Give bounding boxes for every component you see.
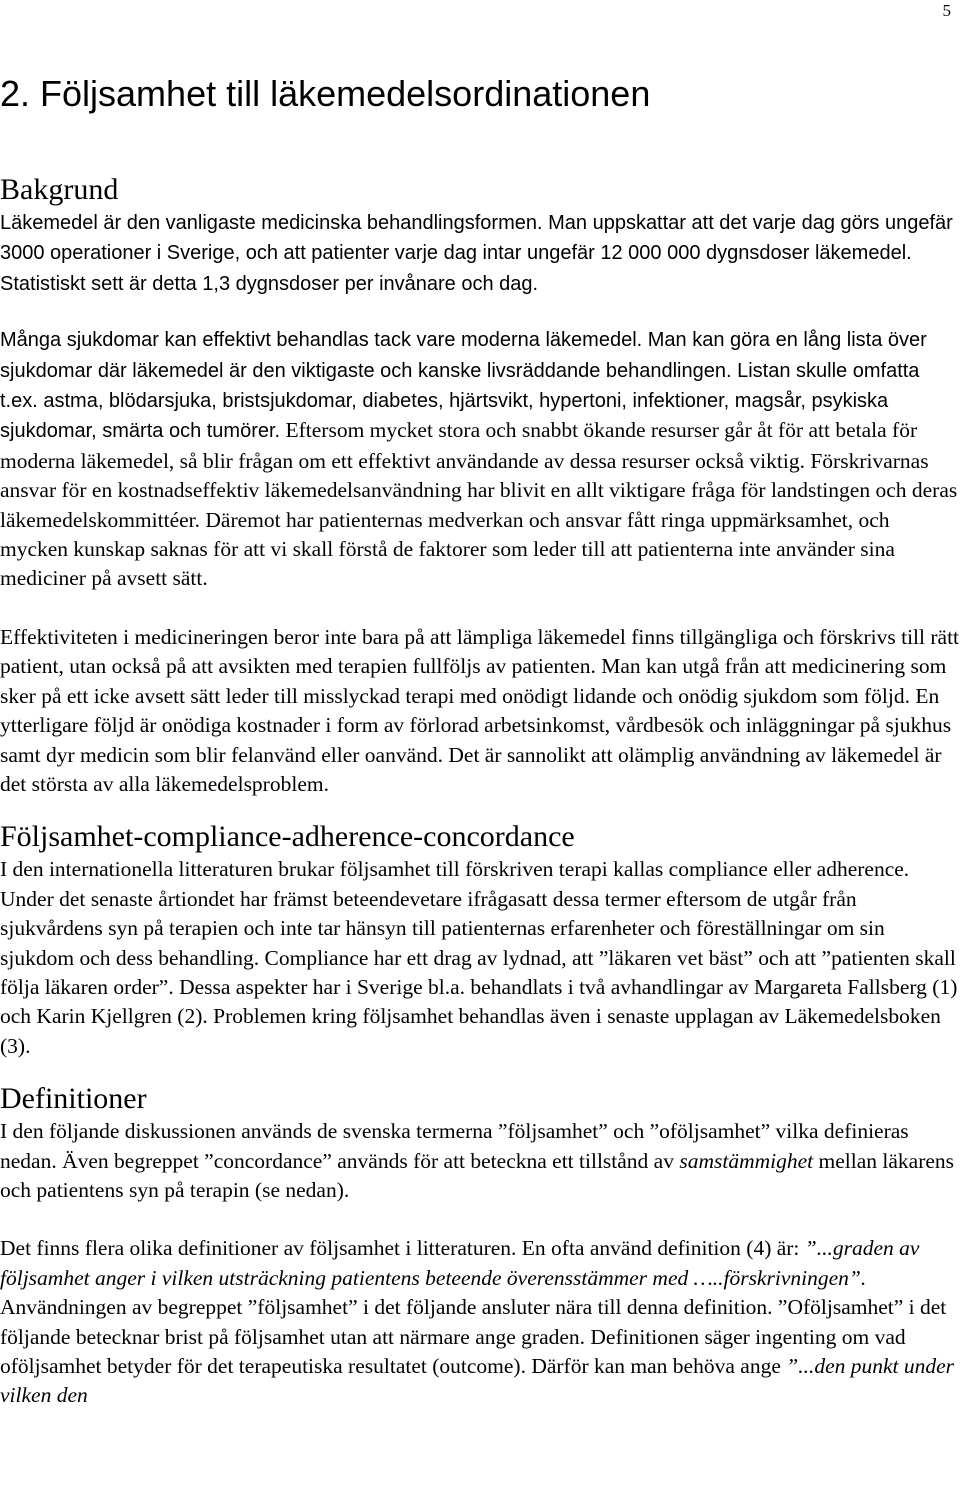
paragraph-bakgrund-3: Effektiviteten i medicineringen beror inte bara på att lämpliga läkemedel finns tillgängliga och förskrivs till rätt patient, utan också på att avsikten med terapien fullföljs av patienten. Man kan utgå från att medicinering som sker på ett icke avsett sätt leder till misslyckad terapi med onödigt lidande och onödig sjukdom som följd. En ytterligare följd är onödiga kostnader i form av förlorad arbetsinkomst, vårdbesök och inläggningar på sjukhus samt dyr medicin som blir felanvänd eller oanvänd. Det är sannolikt att olämplig användning av läkemedel är det största av alla läkemedelsproblem. bbox=[0, 624, 960, 796]
page-content bbox=[0, 72, 960, 1411]
paragraph-bakgrund-1-end: Statistiskt sett är detta 1,3 dygnsdoser per invånare och dag. bbox=[0, 272, 539, 295]
italic-definition-quote-2: ”...den punkt under vilken den bbox=[0, 1354, 955, 1408]
paragraph-definitioner-2 bbox=[0, 1234, 960, 1410]
paragraph-bakgrund-1 bbox=[0, 208, 960, 299]
paragraph-definitioner-1 bbox=[0, 1117, 960, 1205]
section-heading-compliance: Följsamhet-compliance-adherence-concordance bbox=[0, 820, 575, 854]
paragraph-compliance-1: I den internationella litteraturen brukar följsamhet till förskriven terapi kallas compliance eller adherence. Under det senaste årtiondet har främst beteendevetare ifrågasatt dessa termer eftersom de utgår från sjukvårdens syn på terapien och inte tar hänsyn till patienternas erfarenheter och föreställningar om sin sjukdom och dess behandling. Compliance har ett drag av lydnad, att ”läkaren vet bäst” och att ”patienten skall följa läkaren order”. Dessa aspekter har i Sverige bl.a. behandlats i två avhandlingar av Margareta Fallsberg (1) och Karin Kjellgren (2). Problemen kring följsamhet behandlas även i senaste upplagan av Läkemedelsboken (3). bbox=[0, 857, 958, 1058]
page-number: 5 bbox=[942, 1, 951, 20]
paragraph-definitioner-1-b: mellan läkarens och patientens syn på terapin (se nedan). bbox=[0, 1148, 955, 1202]
paragraph-bakgrund-1-sans: Läkemedel är den vanligaste medicinska behandlingsformen. Man uppskattar att det varje dag görs ungefär 3000 operationer i Sverige, och att patienter varje dag intar ungefär 12 000 000 dygnsdoser läkemedel. bbox=[0, 212, 953, 265]
paragraph-definitioner-1-a: I den följande diskussionen används de svenska termerna ”följsamhet” och ”oföljsamhet” vilka definieras nedan. Även begreppet ”concordance” används för att beteckna ett tillstånd av bbox=[0, 1119, 909, 1173]
page-title: 2. Följsamhet till läkemedelsordinationen bbox=[0, 73, 651, 114]
paragraph-bakgrund-2-sans: Många sjukdomar kan effektivt behandlas tack vare moderna läkemedel. Man kan göra en lång lista över sjukdomar där läkemedel är den viktigaste och kanske livsräddande behandlingen. Listan skulle omfatta t.ex. astma, blödarsjuka, bristsjukdomar, diabetes, hjärtsvikt, hypertoni, infektioner, magsår, psykiska sjukdomar, smärta och tumörer. bbox=[0, 329, 927, 443]
italic-samstammighet: samstämmighet bbox=[679, 1148, 814, 1173]
paragraph-bakgrund-2-serif: Eftersom mycket stora och snabbt ökande resurser går åt för att betala för moderna läkemedel, så blir frågan om ett effektivt användande av dessa resurser också viktig. Förskrivarnas ansvar för en kostnadseffektiv läkemedelsanvändning har blivit en allt viktigare fråga för landstingen och deras läkemedelskommittéer. Däremot har patienternas medverkan och ansvar fått ringa uppmärksamhet, och mycken kunskap saknas för att vi skall förstå de faktorer som leder till att patienterna inte använder sina mediciner på avsett sätt. bbox=[0, 418, 958, 591]
section-heading-bakgrund: Bakgrund bbox=[0, 173, 119, 206]
paragraph-bakgrund-2 bbox=[0, 325, 960, 594]
section-heading-definitioner: Definitioner bbox=[0, 1082, 147, 1116]
paragraph-definitioner-2-a: Det finns flera olika definitioner av följsamhet i litteraturen. En ofta använd definition (4) är: bbox=[0, 1236, 805, 1261]
paragraph-definitioner-2-b: Användningen av begreppet ”följsamhet” i det följande ansluter nära till denna definition. ”Oföljsamhet” i det följande betecknar brist på följsamhet utan att närmare ange graden. Definitionen säger ingenting om vad oföljsamhet betyder för det terapeutiska resultatet (outcome). Därför kan man behöva ange bbox=[0, 1295, 947, 1378]
italic-definition-quote: ”...graden av följsamhet anger i vilken utsträckning patientens beteende överensstämmer med …..förskrivningen”. bbox=[0, 1236, 920, 1290]
